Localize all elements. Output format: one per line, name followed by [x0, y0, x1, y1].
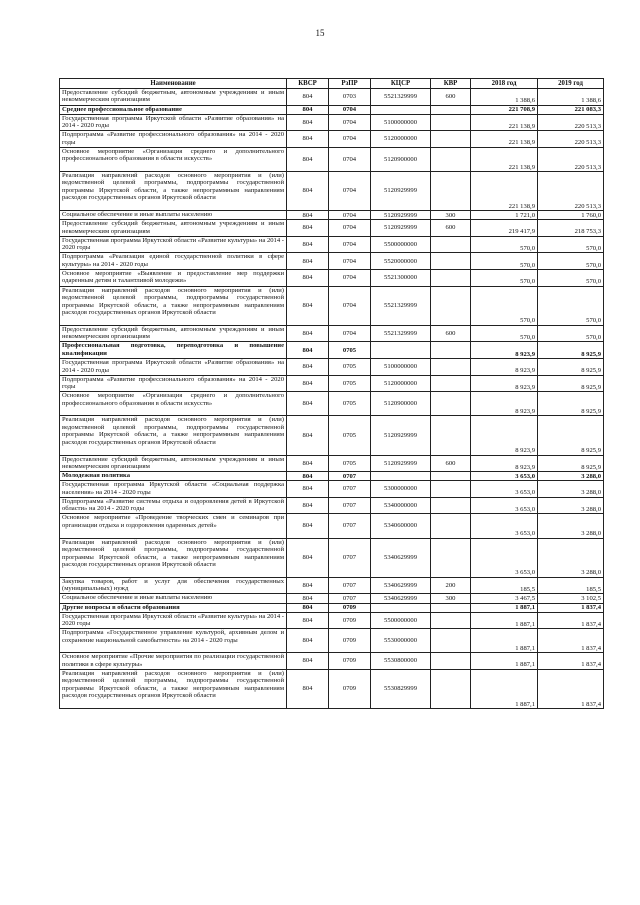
row-kvr — [431, 359, 471, 376]
row-kcsr: 5340600000 — [371, 514, 431, 538]
row-kvr — [431, 629, 471, 653]
row-amount-2018: 570,0 — [471, 325, 538, 342]
row-kcsr: 5340000000 — [371, 497, 431, 514]
row-kcsr: 5520000000 — [371, 253, 431, 270]
row-amount-2018: 1 887,1 — [471, 669, 538, 708]
row-kvsr: 804 — [287, 236, 329, 253]
column-header-rzpr: РзПР — [329, 79, 371, 89]
row-kvr — [431, 342, 471, 359]
row-amount-2019: 3 288,0 — [538, 538, 604, 577]
row-rzpr: 0704 — [329, 253, 371, 270]
row-amount-2019: 1 837,4 — [538, 612, 604, 629]
table-row — [60, 653, 604, 670]
row-amount-2018: 570,0 — [471, 253, 538, 270]
row-kvr — [431, 253, 471, 270]
row-name: Среднее профессиональное образование — [60, 105, 287, 114]
row-rzpr: 0704 — [329, 105, 371, 114]
row-amount-2018: 1 887,1 — [471, 653, 538, 670]
row-amount-2018: 221 708,9 — [471, 105, 538, 114]
row-kcsr: 5521329999 — [371, 286, 431, 325]
row-kvr — [431, 114, 471, 131]
row-name: Подпрограмма «Реализация единой государственной политики в сфере культуры» на 2014 - 2020 годы — [60, 253, 287, 270]
row-kcsr: 5530829999 — [371, 669, 431, 708]
row-kcsr: 5120900000 — [371, 392, 431, 416]
row-kvsr: 804 — [287, 455, 329, 472]
table-row — [60, 359, 604, 376]
row-kvr: 300 — [431, 594, 471, 603]
table-row — [60, 497, 604, 514]
row-kvsr: 804 — [287, 131, 329, 148]
row-rzpr: 0705 — [329, 392, 371, 416]
row-kvr — [431, 286, 471, 325]
row-amount-2019: 1 760,0 — [538, 211, 604, 220]
row-kcsr: 5120929999 — [371, 455, 431, 472]
table-row — [60, 325, 604, 342]
table-row — [60, 253, 604, 270]
row-kvsr: 804 — [287, 603, 329, 612]
row-kvr — [431, 416, 471, 455]
row-kcsr: 5120929999 — [371, 211, 431, 220]
row-kvsr: 804 — [287, 211, 329, 220]
row-amount-2019: 570,0 — [538, 236, 604, 253]
table-row — [60, 131, 604, 148]
row-name: Подпрограмма «Развитие системы отдыха и оздоровления детей в Иркутской области» на 2014 - 2020 годы — [60, 497, 287, 514]
table-row — [60, 147, 604, 171]
row-amount-2019: 8 925,9 — [538, 455, 604, 472]
row-kcsr: 5100000000 — [371, 359, 431, 376]
row-rzpr: 0707 — [329, 497, 371, 514]
row-amount-2018: 1 887,1 — [471, 603, 538, 612]
row-kvsr: 804 — [287, 392, 329, 416]
row-amount-2018: 221 138,9 — [471, 147, 538, 171]
table-row — [60, 114, 604, 131]
row-kcsr: 5120000000 — [371, 131, 431, 148]
row-kvsr: 804 — [287, 653, 329, 670]
row-kcsr: 5500000000 — [371, 612, 431, 629]
row-kvr: 600 — [431, 325, 471, 342]
row-amount-2019: 220 513,3 — [538, 114, 604, 131]
row-amount-2018: 1 887,1 — [471, 612, 538, 629]
row-kvsr: 804 — [287, 325, 329, 342]
row-kvr — [431, 472, 471, 481]
row-rzpr: 0705 — [329, 342, 371, 359]
row-kcsr: 5340629999 — [371, 594, 431, 603]
row-amount-2019: 218 753,3 — [538, 220, 604, 237]
row-kvsr: 804 — [287, 286, 329, 325]
row-name: Основное мероприятие «Проведение творческих смен и семинаров при организации отдыха и оздоровления одаренных детей» — [60, 514, 287, 538]
row-kvr — [431, 171, 471, 210]
row-amount-2018: 221 138,9 — [471, 131, 538, 148]
row-kcsr — [371, 472, 431, 481]
row-amount-2019: 3 288,0 — [538, 497, 604, 514]
row-kcsr — [371, 603, 431, 612]
row-amount-2019: 3 288,0 — [538, 481, 604, 498]
row-kcsr: 5500000000 — [371, 236, 431, 253]
row-amount-2018: 1 887,1 — [471, 629, 538, 653]
row-amount-2019: 1 388,6 — [538, 89, 604, 106]
row-amount-2019: 8 925,9 — [538, 359, 604, 376]
row-amount-2019: 1 837,4 — [538, 653, 604, 670]
row-kvr — [431, 147, 471, 171]
row-amount-2018: 3 653,0 — [471, 538, 538, 577]
column-header-2019: 2019 год — [538, 79, 604, 89]
row-rzpr: 0709 — [329, 612, 371, 629]
row-name: Реализация направлений расходов основного мероприятия и (или) ведомственной целевой программы, подпрограммы государственной программы Иркутской области, а также непрограммным направлениям расходов государственных органов Иркутской области — [60, 538, 287, 577]
row-kvsr: 804 — [287, 514, 329, 538]
row-amount-2018: 185,5 — [471, 577, 538, 594]
row-rzpr: 0705 — [329, 455, 371, 472]
row-kcsr: 5530000000 — [371, 629, 431, 653]
row-rzpr: 0707 — [329, 481, 371, 498]
row-amount-2019: 220 513,3 — [538, 131, 604, 148]
row-amount-2018: 570,0 — [471, 286, 538, 325]
row-amount-2019: 220 513,3 — [538, 171, 604, 210]
table-row — [60, 270, 604, 287]
row-kvr — [431, 131, 471, 148]
row-rzpr: 0704 — [329, 211, 371, 220]
row-name: Предоставление субсидий бюджетным, автономным учреждениям и иным некоммерческим организациям — [60, 455, 287, 472]
row-kvsr: 804 — [287, 497, 329, 514]
row-amount-2019: 8 925,9 — [538, 392, 604, 416]
row-kvr — [431, 392, 471, 416]
row-name: Подпрограмма «Развитие профессионального образования» на 2014 - 2020 годы — [60, 131, 287, 148]
row-name: Социальное обеспечение и иные выплаты населению — [60, 594, 287, 603]
row-name: Предоставление субсидий бюджетным, автономным учреждениям и иным некоммерческим организациям — [60, 89, 287, 106]
row-kvr — [431, 236, 471, 253]
row-amount-2019: 8 925,9 — [538, 342, 604, 359]
row-amount-2019: 3 288,0 — [538, 472, 604, 481]
table-row — [60, 594, 604, 603]
row-rzpr: 0704 — [329, 286, 371, 325]
row-amount-2018: 8 923,9 — [471, 416, 538, 455]
row-name: Профессиональная подготовка, переподготовка и повышение квалификации — [60, 342, 287, 359]
row-kvsr: 804 — [287, 342, 329, 359]
row-rzpr: 0709 — [329, 653, 371, 670]
row-kcsr: 5521329999 — [371, 89, 431, 106]
row-name: Государственная программа Иркутской области «Развитие образования» на 2014 - 2020 годы — [60, 114, 287, 131]
row-kcsr: 5521329999 — [371, 325, 431, 342]
row-kvr — [431, 612, 471, 629]
column-header-2018: 2018 год — [471, 79, 538, 89]
row-rzpr: 0705 — [329, 359, 371, 376]
row-kvsr: 804 — [287, 220, 329, 237]
row-kvr: 600 — [431, 89, 471, 106]
row-kvsr: 804 — [287, 577, 329, 594]
row-amount-2018: 3 653,0 — [471, 497, 538, 514]
table-row — [60, 416, 604, 455]
row-name: Подпрограмма «Развитие профессионального образования» на 2014 - 2020 годы — [60, 375, 287, 392]
row-rzpr: 0704 — [329, 220, 371, 237]
row-amount-2018: 3 653,0 — [471, 514, 538, 538]
row-amount-2019: 570,0 — [538, 286, 604, 325]
row-kvsr: 804 — [287, 629, 329, 653]
table-row — [60, 220, 604, 237]
row-kvr — [431, 653, 471, 670]
row-kvr — [431, 105, 471, 114]
row-amount-2019: 185,5 — [538, 577, 604, 594]
row-kvsr: 804 — [287, 538, 329, 577]
row-amount-2018: 8 923,9 — [471, 455, 538, 472]
row-rzpr: 0704 — [329, 171, 371, 210]
row-amount-2019: 570,0 — [538, 325, 604, 342]
row-kvsr: 804 — [287, 105, 329, 114]
table-row — [60, 392, 604, 416]
row-name: Государственная программа Иркутской области «Развитие культуры» на 2014 - 2020 годы — [60, 612, 287, 629]
row-amount-2018: 1 721,0 — [471, 211, 538, 220]
row-rzpr: 0709 — [329, 629, 371, 653]
row-kcsr: 5340629999 — [371, 538, 431, 577]
table-row — [60, 375, 604, 392]
row-kcsr: 5120929999 — [371, 220, 431, 237]
row-amount-2018: 221 138,9 — [471, 114, 538, 131]
row-rzpr: 0707 — [329, 472, 371, 481]
row-kcsr: 5530800000 — [371, 653, 431, 670]
row-amount-2019: 1 837,4 — [538, 603, 604, 612]
table-body — [60, 89, 604, 709]
row-name: Подпрограмма «Государственное управление культурой, архивным делом и сохранение национальной самобытности» на 2014 - 2020 годы — [60, 629, 287, 653]
row-name: Реализация направлений расходов основного мероприятия и (или) ведомственной целевой программы, подпрограммы государственной программы Иркутской области, а также непрограммным направлениям расходов государственных органов Иркутской области — [60, 416, 287, 455]
row-name: Основное мероприятие «Организация среднего и дополнительного профессионального образования в области искусств» — [60, 392, 287, 416]
table-row — [60, 514, 604, 538]
row-amount-2018: 219 417,9 — [471, 220, 538, 237]
table-row — [60, 105, 604, 114]
row-amount-2018: 8 923,9 — [471, 342, 538, 359]
table-header-row — [60, 79, 604, 89]
row-kvsr: 804 — [287, 270, 329, 287]
row-rzpr: 0704 — [329, 236, 371, 253]
column-header-kvsr: КВСР — [287, 79, 329, 89]
row-amount-2018: 3 653,0 — [471, 481, 538, 498]
row-amount-2019: 8 925,9 — [538, 416, 604, 455]
row-name: Государственная программа Иркутской области «Развитие культуры» на 2014 - 2020 годы — [60, 236, 287, 253]
column-header-name: Наименование — [60, 79, 287, 89]
row-name: Реализация направлений расходов основного мероприятия и (или) ведомственной целевой программы, подпрограммы государственной программы Иркутской области, а также непрограммным направлениям расходов государственных органов Иркутской области — [60, 669, 287, 708]
row-kcsr: 5120000000 — [371, 375, 431, 392]
table-row — [60, 538, 604, 577]
row-kcsr: 5300000000 — [371, 481, 431, 498]
row-kvsr: 804 — [287, 481, 329, 498]
table-row — [60, 171, 604, 210]
row-kvsr: 804 — [287, 472, 329, 481]
row-kvsr: 804 — [287, 147, 329, 171]
row-amount-2019: 8 925,9 — [538, 375, 604, 392]
table-row — [60, 211, 604, 220]
table-row — [60, 342, 604, 359]
row-kvsr: 804 — [287, 594, 329, 603]
row-amount-2019: 1 837,4 — [538, 669, 604, 708]
row-kcsr — [371, 342, 431, 359]
row-rzpr: 0704 — [329, 114, 371, 131]
column-header-kcsr: КЦСР — [371, 79, 431, 89]
row-kvsr: 804 — [287, 114, 329, 131]
page-number: 15 — [315, 28, 325, 38]
row-kvsr: 804 — [287, 669, 329, 708]
row-kvr — [431, 375, 471, 392]
row-kvr — [431, 497, 471, 514]
row-rzpr: 0704 — [329, 270, 371, 287]
row-kcsr: 5100000000 — [371, 114, 431, 131]
table-row — [60, 89, 604, 106]
row-amount-2018: 570,0 — [471, 270, 538, 287]
row-kvsr: 804 — [287, 171, 329, 210]
row-kvsr: 804 — [287, 253, 329, 270]
row-amount-2018: 8 923,9 — [471, 375, 538, 392]
row-amount-2019: 220 513,3 — [538, 147, 604, 171]
row-name: Основное мероприятие «Выявление и предоставление мер поддержки одаренным детям и талантливой молодежи» — [60, 270, 287, 287]
row-name: Социальное обеспечение и иные выплаты населению — [60, 211, 287, 220]
row-amount-2018: 1 388,6 — [471, 89, 538, 106]
row-name: Государственная программа Иркутской области «Развитие образования» на 2014 - 2020 годы — [60, 359, 287, 376]
row-amount-2018: 8 923,9 — [471, 359, 538, 376]
row-name: Другие вопросы в области образования — [60, 603, 287, 612]
table-row — [60, 481, 604, 498]
row-kcsr: 5120929999 — [371, 171, 431, 210]
table-row — [60, 286, 604, 325]
row-kvr: 200 — [431, 577, 471, 594]
table-row — [60, 472, 604, 481]
row-kcsr — [371, 105, 431, 114]
budget-table — [59, 78, 604, 709]
row-kvr — [431, 270, 471, 287]
row-amount-2018: 8 923,9 — [471, 392, 538, 416]
row-name: Государственная программа Иркутской области «Социальная поддержка населения» на 2014 - 2020 годы — [60, 481, 287, 498]
row-kvr — [431, 514, 471, 538]
row-amount-2019: 1 837,4 — [538, 629, 604, 653]
row-rzpr: 0707 — [329, 514, 371, 538]
row-kvsr: 804 — [287, 612, 329, 629]
row-kvsr: 804 — [287, 359, 329, 376]
row-rzpr: 0705 — [329, 375, 371, 392]
row-rzpr: 0703 — [329, 89, 371, 106]
row-kvr — [431, 603, 471, 612]
row-amount-2019: 570,0 — [538, 270, 604, 287]
row-name: Закупка товаров, работ и услуг для обеспечения государственных (муниципальных) нужд — [60, 577, 287, 594]
row-kvsr: 804 — [287, 89, 329, 106]
row-kcsr: 5120929999 — [371, 416, 431, 455]
row-kvsr: 804 — [287, 375, 329, 392]
row-kvr: 300 — [431, 211, 471, 220]
row-rzpr: 0704 — [329, 147, 371, 171]
table-row — [60, 236, 604, 253]
row-rzpr: 0709 — [329, 603, 371, 612]
row-rzpr: 0707 — [329, 577, 371, 594]
row-amount-2019: 3 102,5 — [538, 594, 604, 603]
row-amount-2019: 3 288,0 — [538, 514, 604, 538]
row-name: Реализация направлений расходов основного мероприятия и (или) ведомственной целевой программы, подпрограммы государственной программы Иркутской области, а также непрограммным направлениям расходов государственных органов Иркутской области — [60, 286, 287, 325]
row-rzpr: 0704 — [329, 325, 371, 342]
table-row — [60, 612, 604, 629]
row-amount-2019: 221 083,3 — [538, 105, 604, 114]
row-rzpr: 0704 — [329, 131, 371, 148]
table-row — [60, 577, 604, 594]
row-rzpr: 0707 — [329, 538, 371, 577]
row-kcsr: 5521300000 — [371, 270, 431, 287]
row-kvr: 600 — [431, 455, 471, 472]
table-row — [60, 603, 604, 612]
row-amount-2018: 570,0 — [471, 236, 538, 253]
row-name: Основное мероприятие «Прочие мероприятия по реализации государственной политики в сфере культуры» — [60, 653, 287, 670]
row-kvr — [431, 669, 471, 708]
row-name: Основное мероприятие «Организация среднего и дополнительного профессионального образования в области искусств» — [60, 147, 287, 171]
row-name: Предоставление субсидий бюджетным, автономным учреждениям и иным некоммерческим организациям — [60, 220, 287, 237]
row-rzpr: 0707 — [329, 594, 371, 603]
row-amount-2018: 3 653,0 — [471, 472, 538, 481]
row-kvr — [431, 538, 471, 577]
row-kcsr: 5120900000 — [371, 147, 431, 171]
row-kvsr: 804 — [287, 416, 329, 455]
table-row — [60, 455, 604, 472]
row-rzpr: 0705 — [329, 416, 371, 455]
row-name: Реализация направлений расходов основного мероприятия и (или) ведомственной целевой программы, подпрограммы государственной программы Иркутской области, а также непрограммным направлениям расходов государственных органов Иркутской области — [60, 171, 287, 210]
row-rzpr: 0709 — [329, 669, 371, 708]
row-amount-2018: 221 138,9 — [471, 171, 538, 210]
row-name: Предоставление субсидий бюджетным, автономным учреждениям и иным некоммерческим организациям — [60, 325, 287, 342]
row-name: Молодежная политика — [60, 472, 287, 481]
row-amount-2018: 3 467,5 — [471, 594, 538, 603]
row-kvr: 600 — [431, 220, 471, 237]
row-kcsr: 5340629999 — [371, 577, 431, 594]
table-row — [60, 669, 604, 708]
column-header-kvr: КВР — [431, 79, 471, 89]
table-row — [60, 629, 604, 653]
row-amount-2019: 570,0 — [538, 253, 604, 270]
row-kvr — [431, 481, 471, 498]
